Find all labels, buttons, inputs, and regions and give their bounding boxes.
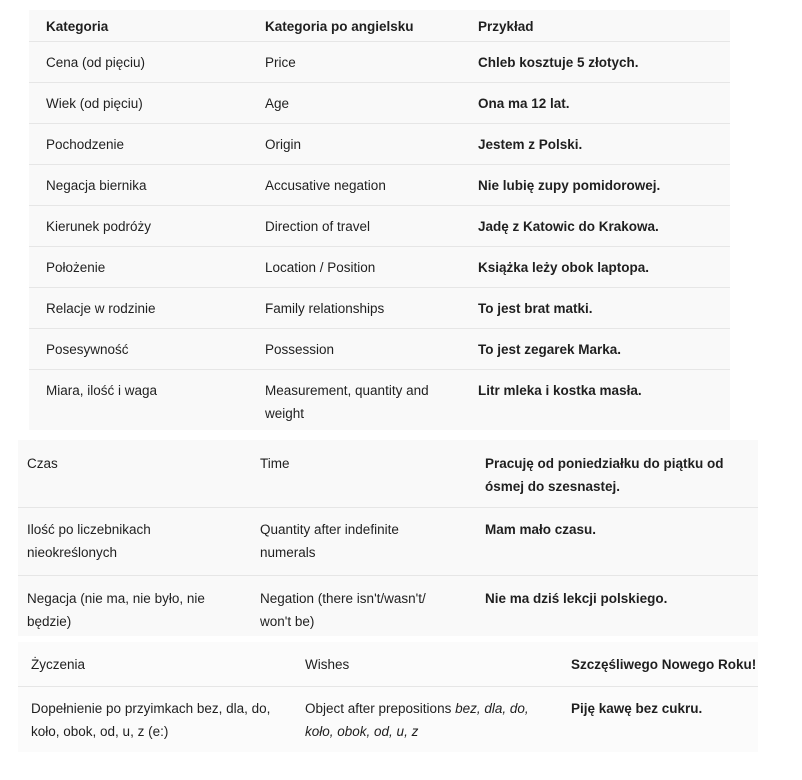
category-cell: Położenie [46, 260, 106, 275]
example-cell: Piję kawę bez cukru. [571, 701, 703, 716]
english-category-cell: Time [260, 456, 290, 471]
english-category-cell: Origin [265, 137, 302, 152]
english-category-cell: Direction of travel [265, 219, 371, 234]
category-cell: Negacja (nie ma, nie było, nie będzie) [27, 591, 205, 629]
table-row [29, 41, 730, 83]
example-cell: Pracuję od poniedziałku do piątku od ósmej do szesnastej. [485, 456, 724, 494]
table-row [29, 205, 730, 247]
english-category-cell: Family relationships [265, 301, 385, 316]
english-category-cell: Possession [265, 342, 335, 357]
preposition-list-italic: koło, obok, od, u, z [305, 724, 419, 739]
example-cell: Mam mało czasu. [485, 522, 597, 537]
table-row [29, 164, 730, 206]
english-category-cell: Location / Position [265, 260, 376, 275]
example-cell: Książka leży obok laptopa. [478, 260, 650, 275]
grammar-table-continued [18, 440, 758, 636]
example-cell: To jest brat matki. [478, 301, 593, 316]
table-row [29, 287, 730, 329]
table-row [29, 328, 730, 370]
preposition-list-italic: bez, dla, do, [455, 701, 529, 716]
table-row [29, 82, 730, 124]
category-cell: Pochodzenie [46, 137, 125, 152]
example-cell: Jadę z Katowic do Krakowa. [478, 219, 659, 234]
table-row [29, 246, 730, 288]
category-cell: Ilość po liczebnikach nieokreślonych [27, 522, 151, 560]
table-row [18, 575, 758, 636]
table-header-row [29, 10, 730, 42]
column-header-example: Przykład [478, 19, 534, 34]
table-row [18, 686, 758, 752]
english-category-cell: Negation (there isn't/wasn't/ won't be) [260, 591, 426, 629]
table-row [18, 440, 758, 508]
table-row [18, 642, 758, 687]
english-category-cell: Age [265, 96, 290, 111]
table-row [29, 369, 730, 430]
category-cell: Relacje w rodzinie [46, 301, 156, 316]
column-header-english-category: Kategoria po angielsku [265, 19, 414, 34]
example-cell: Nie lubię zupy pomidorowej. [478, 178, 661, 193]
example-cell: Nie ma dziś lekcji polskiego. [485, 591, 668, 606]
english-category-text: Object after prepositions [305, 701, 456, 716]
example-cell: Ona ma 12 lat. [478, 96, 570, 111]
category-cell: Wiek (od pięciu) [46, 96, 143, 111]
category-cell: Cena (od pięciu) [46, 55, 146, 70]
example-cell: Szczęśliwego Nowego Roku! [571, 657, 757, 672]
english-category-cell [305, 697, 545, 743]
table-row [29, 123, 730, 165]
english-category-cell: Wishes [305, 657, 350, 672]
example-cell: To jest zegarek Marka. [478, 342, 622, 357]
category-cell: Miara, ilość i waga [46, 383, 158, 398]
grammar-table-extra [18, 642, 758, 752]
english-category-cell: Measurement, quantity and weight [265, 383, 429, 421]
grammar-table-main [29, 10, 730, 430]
category-cell: Życzenia [31, 657, 86, 672]
example-cell: Chleb kosztuje 5 złotych. [478, 55, 639, 70]
category-cell: Czas [27, 456, 58, 471]
category-cell: Kierunek podróży [46, 219, 152, 234]
category-cell: Posesywność [46, 342, 129, 357]
category-cell: Dopełnienie po przyimkach bez, dla, do, koło, obok, od, u, z (e:) [31, 701, 271, 739]
column-header-category: Kategoria [46, 19, 109, 34]
english-category-cell: Accusative negation [265, 178, 386, 193]
category-cell: Negacja biernika [46, 178, 147, 193]
example-cell: Jestem z Polski. [478, 137, 583, 152]
example-cell: Litr mleka i kostka masła. [478, 383, 642, 398]
english-category-cell: Price [265, 55, 296, 70]
english-category-cell: Quantity after indefinite numerals [260, 522, 399, 560]
table-row [18, 507, 758, 576]
